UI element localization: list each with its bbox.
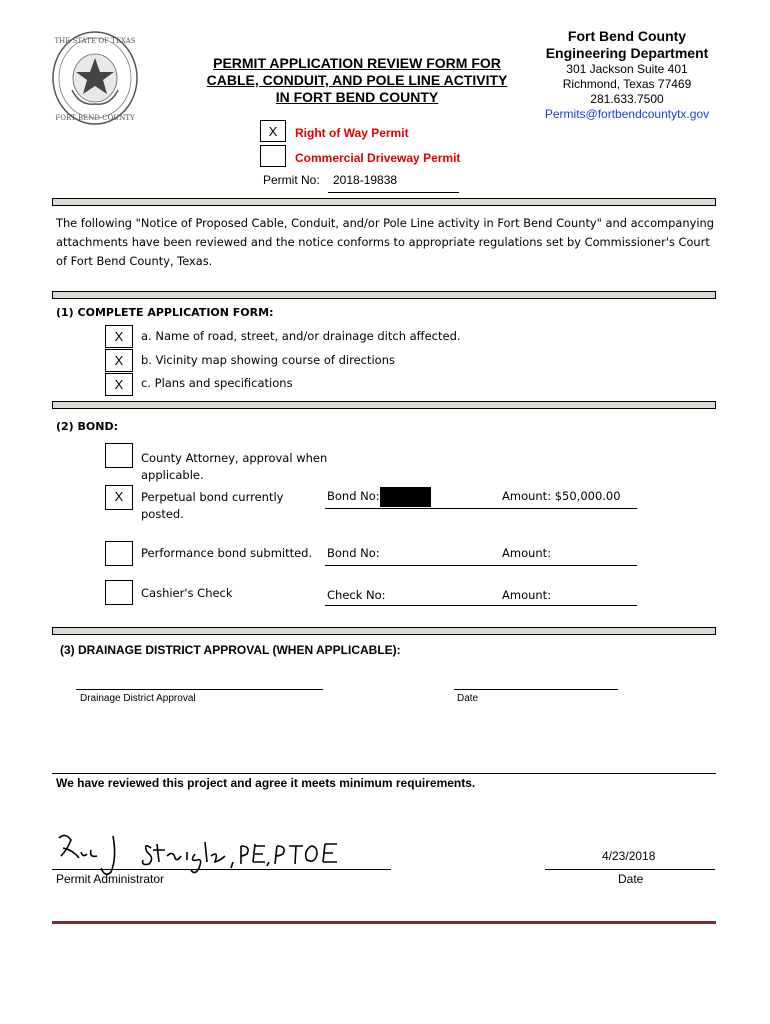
drainage-approval-line: [76, 689, 323, 690]
section2-title: (2) BOND:: [56, 420, 119, 433]
bond-performance-label: Performance bond submitted.: [141, 546, 313, 560]
svg-text:THE STATE OF TEXAS: THE STATE OF TEXAS: [54, 37, 136, 45]
permit-no-label: Permit No:: [263, 173, 320, 187]
section3-title: (3) DRAINAGE DISTRICT APPROVAL (WHEN APPLICABLE):: [60, 643, 401, 657]
cashiers-check-checkbox[interactable]: [105, 580, 133, 605]
bond-perpetual-no-label: Bond No:: [327, 489, 380, 503]
address: 301 Jackson Suite 401: [566, 62, 688, 76]
intro-paragraph: The following "Notice of Proposed Cable, Conduit, and/or Pole Line activity in Fort Bend County" and accompanying attachments have been reviewed and the notice conforms to appropriate regulations set by Commissioner's Court of Fort Bend County, Texas.: [56, 216, 714, 268]
svg-text:FORT BEND COUNTY: FORT BEND COUNTY: [55, 114, 135, 122]
check-amount: Amount:: [502, 588, 552, 602]
cashiers-check-label: Cashier's Check: [141, 586, 233, 600]
footer-rule: [52, 921, 716, 924]
section3-bar: [52, 627, 716, 635]
permit-no-underline: [328, 192, 459, 193]
right-of-way-checkbox[interactable]: X: [260, 120, 286, 142]
email-link[interactable]: Permits@fortbendcountytx.gov: [544, 107, 710, 121]
bond-perpetual-line: [325, 508, 637, 509]
section2-bar: [52, 401, 716, 409]
drainage-approval-label: Drainage District Approval: [80, 693, 196, 704]
county-name: Fort Bend County: [567, 28, 687, 44]
section1-checkbox-a[interactable]: X: [105, 325, 133, 348]
permit-administrator-label: Permit Administrator: [56, 872, 165, 886]
section1-item-a: a. Name of road, street, and/or drainage ditch affected.: [141, 329, 461, 343]
commercial-driveway-checkbox[interactable]: [260, 145, 286, 167]
drainage-date-label: Date: [457, 693, 479, 704]
check-no-label: Check No:: [327, 588, 386, 602]
signature-date-value: 4/23/2018: [602, 849, 656, 863]
bond-performance-no-label: Bond No:: [327, 546, 380, 560]
county-seal-logo: [50, 28, 140, 128]
section1-item-c: c. Plans and specifications: [141, 376, 293, 390]
commercial-driveway-label: Commercial Driveway Permit: [295, 151, 461, 165]
statement-rule: [52, 773, 716, 774]
form-title: PERMIT APPLICATION REVIEW FORM FOR CABLE, CONDUIT, AND POLE LINE ACTIVITY IN FORT BEND COUNTY: [206, 55, 508, 105]
signature-date-label: Date: [618, 872, 644, 886]
section1-checkbox-b[interactable]: X: [105, 349, 133, 372]
date-line: [545, 869, 715, 870]
bond-performance-line: [325, 565, 637, 566]
section1-bar: [52, 291, 716, 299]
check-line: [325, 605, 637, 606]
bond-performance-checkbox[interactable]: [105, 541, 133, 566]
city: Richmond, Texas 77469: [562, 77, 692, 91]
bond-performance-amount: Amount:: [502, 546, 552, 560]
section1-title: (1) COMPLETE APPLICATION FORM:: [56, 306, 274, 319]
review-statement: We have reviewed this project and agree it meets minimum requirements.: [56, 776, 476, 790]
section1-item-b: b. Vicinity map showing course of directions: [141, 353, 395, 367]
bond-county-attorney-label: County Attorney, approval when applicable.: [141, 451, 328, 482]
section1-checkbox-c[interactable]: X: [105, 373, 133, 396]
bond-perpetual-label: Perpetual bond currently posted.: [141, 490, 284, 521]
permit-no-value: 2018-19838: [333, 173, 398, 187]
department-info: [532, 28, 722, 122]
bond-county-attorney-checkbox[interactable]: [105, 443, 133, 468]
bond-perpetual-checkbox[interactable]: X: [105, 485, 133, 510]
signature-line: [52, 869, 391, 870]
drainage-date-line: [454, 689, 618, 690]
right-of-way-label: Right of Way Permit: [295, 126, 409, 140]
redacted-bond-no: [380, 487, 431, 507]
department-name: Engineering Department: [545, 45, 709, 61]
phone: 281.633.7500: [590, 92, 664, 106]
divider-bar: [52, 198, 716, 206]
bond-perpetual-amount: Amount: $50,000.00: [502, 489, 621, 503]
